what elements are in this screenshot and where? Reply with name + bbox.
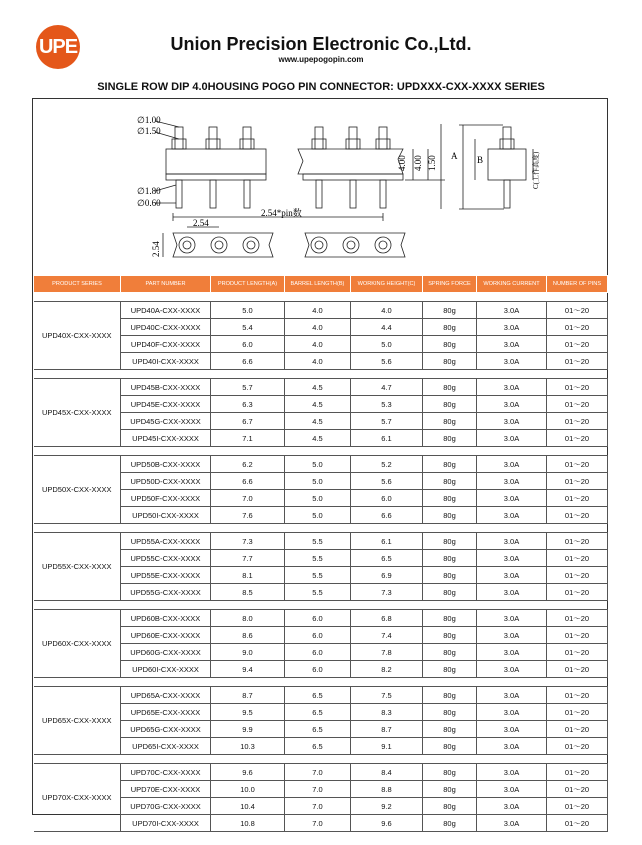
working-height-cell: 5.6	[351, 353, 423, 370]
part-number-cell: UPD40A-CXX-XXXX	[121, 302, 211, 319]
part-number-cell: UPD40I-CXX-XXXX	[121, 353, 211, 370]
working-current-cell: 3.0A	[477, 764, 547, 781]
table-row	[34, 319, 608, 336]
number-of-pins-cell: 01～20	[547, 721, 608, 738]
product-length-cell: 9.5	[211, 704, 285, 721]
series-title: SINGLE ROW DIP 4.0HOUSING POGO PIN CONNECTOR: UPDXXX-CXX-XXXX SERIES	[97, 81, 545, 93]
working-current-cell: 3.0A	[477, 661, 547, 678]
working-current-cell: 3.0A	[477, 798, 547, 815]
working-height-cell: 5.7	[351, 413, 423, 430]
working-height-cell: 7.5	[351, 687, 423, 704]
header-barrel-length: BARREL LENGTH(B)	[285, 276, 351, 293]
working-current-cell: 3.0A	[477, 490, 547, 507]
working-current-cell: 3.0A	[477, 507, 547, 524]
pin-2	[206, 127, 220, 208]
product-length-cell: 10.3	[211, 738, 285, 755]
series-cell: UPD70X-CXX-XXXX	[34, 764, 121, 832]
product-length-cell: 7.6	[211, 507, 285, 524]
label-b: B	[477, 155, 484, 165]
part-number-cell: UPD55C-CXX-XXXX	[121, 550, 211, 567]
header-number-of-pins: NUMBER OF PINS	[547, 276, 608, 293]
barrel-length-cell: 5.0	[285, 456, 351, 473]
product-length-cell: 7.1	[211, 430, 285, 447]
part-number-cell: UPD40F-CXX-XXXX	[121, 336, 211, 353]
working-current-cell: 3.0A	[477, 533, 547, 550]
number-of-pins-cell: 01～20	[547, 413, 608, 430]
working-height-cell: 9.1	[351, 738, 423, 755]
working-current-cell: 3.0A	[477, 379, 547, 396]
number-of-pins-cell: 01～20	[547, 781, 608, 798]
working-current-cell: 3.0A	[477, 430, 547, 447]
spring-force-cell: 80g	[423, 353, 477, 370]
product-length-cell: 9.0	[211, 644, 285, 661]
number-of-pins-cell: 01～20	[547, 473, 608, 490]
product-length-cell: 8.7	[211, 687, 285, 704]
product-length-cell: 7.3	[211, 533, 285, 550]
barrel-length-cell: 4.5	[285, 379, 351, 396]
working-height-cell: 6.9	[351, 567, 423, 584]
working-height-cell: 6.0	[351, 490, 423, 507]
product-length-cell: 9.4	[211, 661, 285, 678]
spring-force-cell: 80g	[423, 396, 477, 413]
part-number-cell: UPD45G-CXX-XXXX	[121, 413, 211, 430]
barrel-length-cell: 5.5	[285, 533, 351, 550]
company-name: Union Precision Electronic Co.,Ltd.	[170, 34, 472, 54]
header-spring-force: SPRING FORCE	[423, 276, 477, 293]
spring-force-cell: 80g	[423, 430, 477, 447]
table-row	[34, 764, 608, 781]
group-spacer	[34, 370, 608, 379]
working-height-cell: 9.6	[351, 815, 423, 832]
working-current-cell: 3.0A	[477, 550, 547, 567]
barrel-length-cell: 7.0	[285, 781, 351, 798]
product-length-cell: 9.9	[211, 721, 285, 738]
working-current-cell: 3.0A	[477, 567, 547, 584]
dim-d060: ∅0.60	[137, 198, 161, 208]
spacer-cell	[34, 678, 608, 687]
table-row	[34, 781, 608, 798]
dim-400a: 4.00	[397, 155, 407, 171]
spring-force-cell: 80g	[423, 336, 477, 353]
table-row	[34, 644, 608, 661]
part-number-cell: UPD40C-CXX-XXXX	[121, 319, 211, 336]
datasheet-frame	[32, 98, 608, 828]
spacer-cell	[34, 524, 608, 533]
group-spacer	[34, 755, 608, 764]
number-of-pins-cell: 01～20	[547, 490, 608, 507]
part-number-cell: UPD65G-CXX-XXXX	[121, 721, 211, 738]
website-link[interactable]: www.upepogopin.com	[278, 55, 364, 64]
number-of-pins-cell: 01～20	[547, 738, 608, 755]
barrel-length-cell: 5.0	[285, 490, 351, 507]
number-of-pins-cell: 01～20	[547, 550, 608, 567]
series-cell: UPD60X-CXX-XXXX	[34, 610, 121, 678]
product-length-cell: 8.6	[211, 627, 285, 644]
working-height-cell: 8.4	[351, 764, 423, 781]
product-length-cell: 6.0	[211, 336, 285, 353]
number-of-pins-cell: 01～20	[547, 798, 608, 815]
barrel-length-cell: 6.0	[285, 610, 351, 627]
barrel-length-cell: 4.5	[285, 430, 351, 447]
group-spacer	[34, 524, 608, 533]
product-length-cell: 5.4	[211, 319, 285, 336]
table-header-row	[34, 276, 608, 293]
group-spacer	[34, 447, 608, 456]
spring-force-cell: 80g	[423, 302, 477, 319]
product-length-cell: 10.0	[211, 781, 285, 798]
barrel-length-cell: 5.0	[285, 473, 351, 490]
table-row	[34, 721, 608, 738]
number-of-pins-cell: 01～20	[547, 815, 608, 832]
part-number-cell: UPD45B-CXX-XXXX	[121, 379, 211, 396]
part-number-cell: UPD45E-CXX-XXXX	[121, 396, 211, 413]
product-length-cell: 6.3	[211, 396, 285, 413]
spring-force-cell: 80g	[423, 473, 477, 490]
number-of-pins-cell: 01～20	[547, 644, 608, 661]
spring-force-cell: 80g	[423, 764, 477, 781]
working-current-cell: 3.0A	[477, 456, 547, 473]
technical-drawing	[33, 99, 607, 275]
number-of-pins-cell: 01～20	[547, 456, 608, 473]
spring-force-cell: 80g	[423, 815, 477, 832]
working-height-cell: 6.1	[351, 533, 423, 550]
pin-1	[172, 127, 186, 208]
product-length-cell: 10.4	[211, 798, 285, 815]
spring-force-cell: 80g	[423, 413, 477, 430]
part-number-cell: UPD65I-CXX-XXXX	[121, 738, 211, 755]
table-row	[34, 353, 608, 370]
working-current-cell: 3.0A	[477, 815, 547, 832]
table-row	[34, 627, 608, 644]
table-row	[34, 567, 608, 584]
barrel-length-cell: 6.5	[285, 704, 351, 721]
barrel-length-cell: 7.0	[285, 798, 351, 815]
spring-force-cell: 80g	[423, 644, 477, 661]
table-row	[34, 533, 608, 550]
number-of-pins-cell: 01～20	[547, 567, 608, 584]
spacer-cell	[34, 601, 608, 610]
upe-logo: UPE	[36, 25, 80, 69]
product-length-cell: 8.5	[211, 584, 285, 601]
spring-force-cell: 80g	[423, 456, 477, 473]
barrel-length-cell: 7.0	[285, 764, 351, 781]
product-length-cell: 5.0	[211, 302, 285, 319]
footprint-left	[163, 227, 273, 257]
part-number-cell: UPD60I-CXX-XXXX	[121, 661, 211, 678]
spring-force-cell: 80g	[423, 610, 477, 627]
barrel-length-cell: 4.5	[285, 396, 351, 413]
number-of-pins-cell: 01～20	[547, 610, 608, 627]
part-number-cell: UPD70C-CXX-XXXX	[121, 764, 211, 781]
spring-force-cell: 80g	[423, 507, 477, 524]
number-of-pins-cell: 01～20	[547, 627, 608, 644]
working-height-cell: 5.0	[351, 336, 423, 353]
single-pin-view	[459, 125, 533, 209]
working-current-cell: 3.0A	[477, 473, 547, 490]
part-number-cell: UPD70E-CXX-XXXX	[121, 781, 211, 798]
working-current-cell: 3.0A	[477, 584, 547, 601]
dim-150: 1.50	[427, 155, 437, 171]
part-number-cell: UPD50B-CXX-XXXX	[121, 456, 211, 473]
spec-table-body	[34, 293, 608, 832]
dim-d100: ∅1.00	[137, 115, 161, 125]
dim-400b: 4.00	[413, 155, 423, 171]
table-row	[34, 704, 608, 721]
number-of-pins-cell: 01～20	[547, 430, 608, 447]
part-number-cell: UPD70G-CXX-XXXX	[121, 798, 211, 815]
series-cell: UPD50X-CXX-XXXX	[34, 456, 121, 524]
spring-force-cell: 80g	[423, 687, 477, 704]
spring-force-cell: 80g	[423, 781, 477, 798]
part-number-cell: UPD60E-CXX-XXXX	[121, 627, 211, 644]
table-row	[34, 815, 608, 832]
working-height-cell: 7.8	[351, 644, 423, 661]
housing-top	[166, 149, 266, 174]
working-height-cell: 7.3	[351, 584, 423, 601]
product-length-cell: 6.6	[211, 473, 285, 490]
spacer-cell	[34, 370, 608, 379]
working-height-cell: 9.2	[351, 798, 423, 815]
barrel-length-cell: 4.0	[285, 336, 351, 353]
barrel-length-cell: 4.0	[285, 302, 351, 319]
part-number-cell: UPD45I-CXX-XXXX	[121, 430, 211, 447]
table-row	[34, 396, 608, 413]
barrel-length-cell: 6.5	[285, 738, 351, 755]
product-length-cell: 6.6	[211, 353, 285, 370]
table-row	[34, 687, 608, 704]
spring-force-cell: 80g	[423, 550, 477, 567]
barrel-length-cell: 5.5	[285, 550, 351, 567]
spring-force-cell: 80g	[423, 661, 477, 678]
working-current-cell: 3.0A	[477, 721, 547, 738]
barrel-length-cell: 6.5	[285, 721, 351, 738]
part-number-cell: UPD65E-CXX-XXXX	[121, 704, 211, 721]
number-of-pins-cell: 01～20	[547, 764, 608, 781]
product-length-cell: 8.1	[211, 567, 285, 584]
working-height-cell: 8.3	[351, 704, 423, 721]
spring-force-cell: 80g	[423, 533, 477, 550]
working-current-cell: 3.0A	[477, 302, 547, 319]
footprint-right	[305, 233, 405, 257]
number-of-pins-cell: 01～20	[547, 336, 608, 353]
working-height-cell: 5.6	[351, 473, 423, 490]
working-height-cell: 6.8	[351, 610, 423, 627]
spacer-cell	[34, 755, 608, 764]
header-working-height: WORKING HEIGHT(C)	[351, 276, 423, 293]
product-length-cell: 7.0	[211, 490, 285, 507]
page-header	[0, 0, 642, 75]
table-row	[34, 456, 608, 473]
number-of-pins-cell: 01～20	[547, 584, 608, 601]
number-of-pins-cell: 01～20	[547, 396, 608, 413]
part-number-cell: UPD55A-CXX-XXXX	[121, 533, 211, 550]
working-current-cell: 3.0A	[477, 353, 547, 370]
table-row	[34, 379, 608, 396]
part-number-cell: UPD50D-CXX-XXXX	[121, 473, 211, 490]
number-of-pins-cell: 01～20	[547, 687, 608, 704]
part-number-cell: UPD70I-CXX-XXXX	[121, 815, 211, 832]
working-height-cell: 4.0	[351, 302, 423, 319]
group-spacer	[34, 293, 608, 302]
series-cell: UPD45X-CXX-XXXX	[34, 379, 121, 447]
housing-base	[166, 174, 266, 180]
table-row	[34, 584, 608, 601]
working-height-cell: 7.4	[351, 627, 423, 644]
working-current-cell: 3.0A	[477, 644, 547, 661]
product-length-cell: 6.7	[211, 413, 285, 430]
working-height-cell: 6.1	[351, 430, 423, 447]
working-height-cell: 8.2	[351, 661, 423, 678]
dim-pitch: 2.54	[193, 218, 209, 228]
table-row	[34, 610, 608, 627]
header-product-series: PRODUCT SERIES	[34, 276, 121, 293]
table-row	[34, 550, 608, 567]
product-length-cell: 8.0	[211, 610, 285, 627]
part-number-cell: UPD55E-CXX-XXXX	[121, 567, 211, 584]
working-current-cell: 3.0A	[477, 610, 547, 627]
spring-force-cell: 80g	[423, 704, 477, 721]
working-current-cell: 3.0A	[477, 396, 547, 413]
barrel-length-cell: 4.0	[285, 319, 351, 336]
number-of-pins-cell: 01～20	[547, 507, 608, 524]
part-number-cell: UPD65A-CXX-XXXX	[121, 687, 211, 704]
spacer-cell	[34, 447, 608, 456]
table-row	[34, 738, 608, 755]
table-row	[34, 798, 608, 815]
number-of-pins-cell: 01～20	[547, 302, 608, 319]
product-length-cell: 5.7	[211, 379, 285, 396]
spring-force-cell: 80g	[423, 584, 477, 601]
spring-force-cell: 80g	[423, 627, 477, 644]
spring-force-cell: 80g	[423, 798, 477, 815]
spacer-cell	[34, 293, 608, 302]
header-working-current: WORKING CURRENT	[477, 276, 547, 293]
pin-3	[240, 127, 254, 208]
working-height-cell: 6.6	[351, 507, 423, 524]
table-row	[34, 490, 608, 507]
working-current-cell: 3.0A	[477, 413, 547, 430]
barrel-length-cell: 7.0	[285, 815, 351, 832]
number-of-pins-cell: 01～20	[547, 533, 608, 550]
label-a: A	[451, 151, 458, 161]
header-part-number: PART NUMBER	[121, 276, 211, 293]
barrel-length-cell: 6.0	[285, 644, 351, 661]
table-row	[34, 302, 608, 319]
number-of-pins-cell: 01～20	[547, 661, 608, 678]
barrel-length-cell: 4.0	[285, 353, 351, 370]
spring-force-cell: 80g	[423, 319, 477, 336]
number-of-pins-cell: 01～20	[547, 379, 608, 396]
working-height-cell: 5.2	[351, 456, 423, 473]
working-current-cell: 3.0A	[477, 319, 547, 336]
barrel-length-cell: 5.5	[285, 567, 351, 584]
working-current-cell: 3.0A	[477, 687, 547, 704]
part-number-cell: UPD50I-CXX-XXXX	[121, 507, 211, 524]
working-current-cell: 3.0A	[477, 336, 547, 353]
group-spacer	[34, 601, 608, 610]
table-row	[34, 473, 608, 490]
group-spacer	[34, 678, 608, 687]
barrel-length-cell: 6.0	[285, 627, 351, 644]
part-number-cell: UPD50F-CXX-XXXX	[121, 490, 211, 507]
working-height-cell: 8.8	[351, 781, 423, 798]
barrel-length-cell: 6.5	[285, 687, 351, 704]
working-current-cell: 3.0A	[477, 738, 547, 755]
label-c: C(工作高度)	[532, 151, 540, 189]
working-height-cell: 4.4	[351, 319, 423, 336]
spring-force-cell: 80g	[423, 738, 477, 755]
product-length-cell: 7.7	[211, 550, 285, 567]
table-row	[34, 430, 608, 447]
product-length-cell: 6.2	[211, 456, 285, 473]
part-number-cell: UPD60B-CXX-XXXX	[121, 610, 211, 627]
spec-table	[33, 275, 608, 832]
barrel-length-cell: 4.5	[285, 413, 351, 430]
working-current-cell: 3.0A	[477, 704, 547, 721]
part-number-cell: UPD60G-CXX-XXXX	[121, 644, 211, 661]
spring-force-cell: 80g	[423, 721, 477, 738]
table-row	[34, 336, 608, 353]
product-length-cell: 9.6	[211, 764, 285, 781]
table-row	[34, 507, 608, 524]
spring-force-cell: 80g	[423, 567, 477, 584]
table-row	[34, 413, 608, 430]
working-current-cell: 3.0A	[477, 781, 547, 798]
product-length-cell: 10.8	[211, 815, 285, 832]
barrel-length-cell: 6.0	[285, 661, 351, 678]
series-cell: UPD40X-CXX-XXXX	[34, 302, 121, 370]
number-of-pins-cell: 01～20	[547, 704, 608, 721]
spring-force-cell: 80g	[423, 490, 477, 507]
series-cell: UPD55X-CXX-XXXX	[34, 533, 121, 601]
working-height-cell: 5.3	[351, 396, 423, 413]
working-current-cell: 3.0A	[477, 627, 547, 644]
spring-force-cell: 80g	[423, 379, 477, 396]
series-cell: UPD65X-CXX-XXXX	[34, 687, 121, 755]
dim-d180: ∅1.80	[137, 186, 161, 196]
number-of-pins-cell: 01～20	[547, 353, 608, 370]
number-of-pins-cell: 01～20	[547, 319, 608, 336]
dim-d150: ∅1.50	[137, 126, 161, 136]
barrel-length-cell: 5.0	[285, 507, 351, 524]
working-height-cell: 8.7	[351, 721, 423, 738]
working-height-cell: 6.5	[351, 550, 423, 567]
working-height-cell: 4.7	[351, 379, 423, 396]
barrel-length-cell: 5.5	[285, 584, 351, 601]
dim-254-side: 2.54	[151, 241, 161, 257]
header-product-length: PRODUCT LENGTH(A)	[211, 276, 285, 293]
dim-pin-count: 2.54*pin数	[261, 208, 302, 218]
part-number-cell: UPD55G-CXX-XXXX	[121, 584, 211, 601]
table-row	[34, 661, 608, 678]
